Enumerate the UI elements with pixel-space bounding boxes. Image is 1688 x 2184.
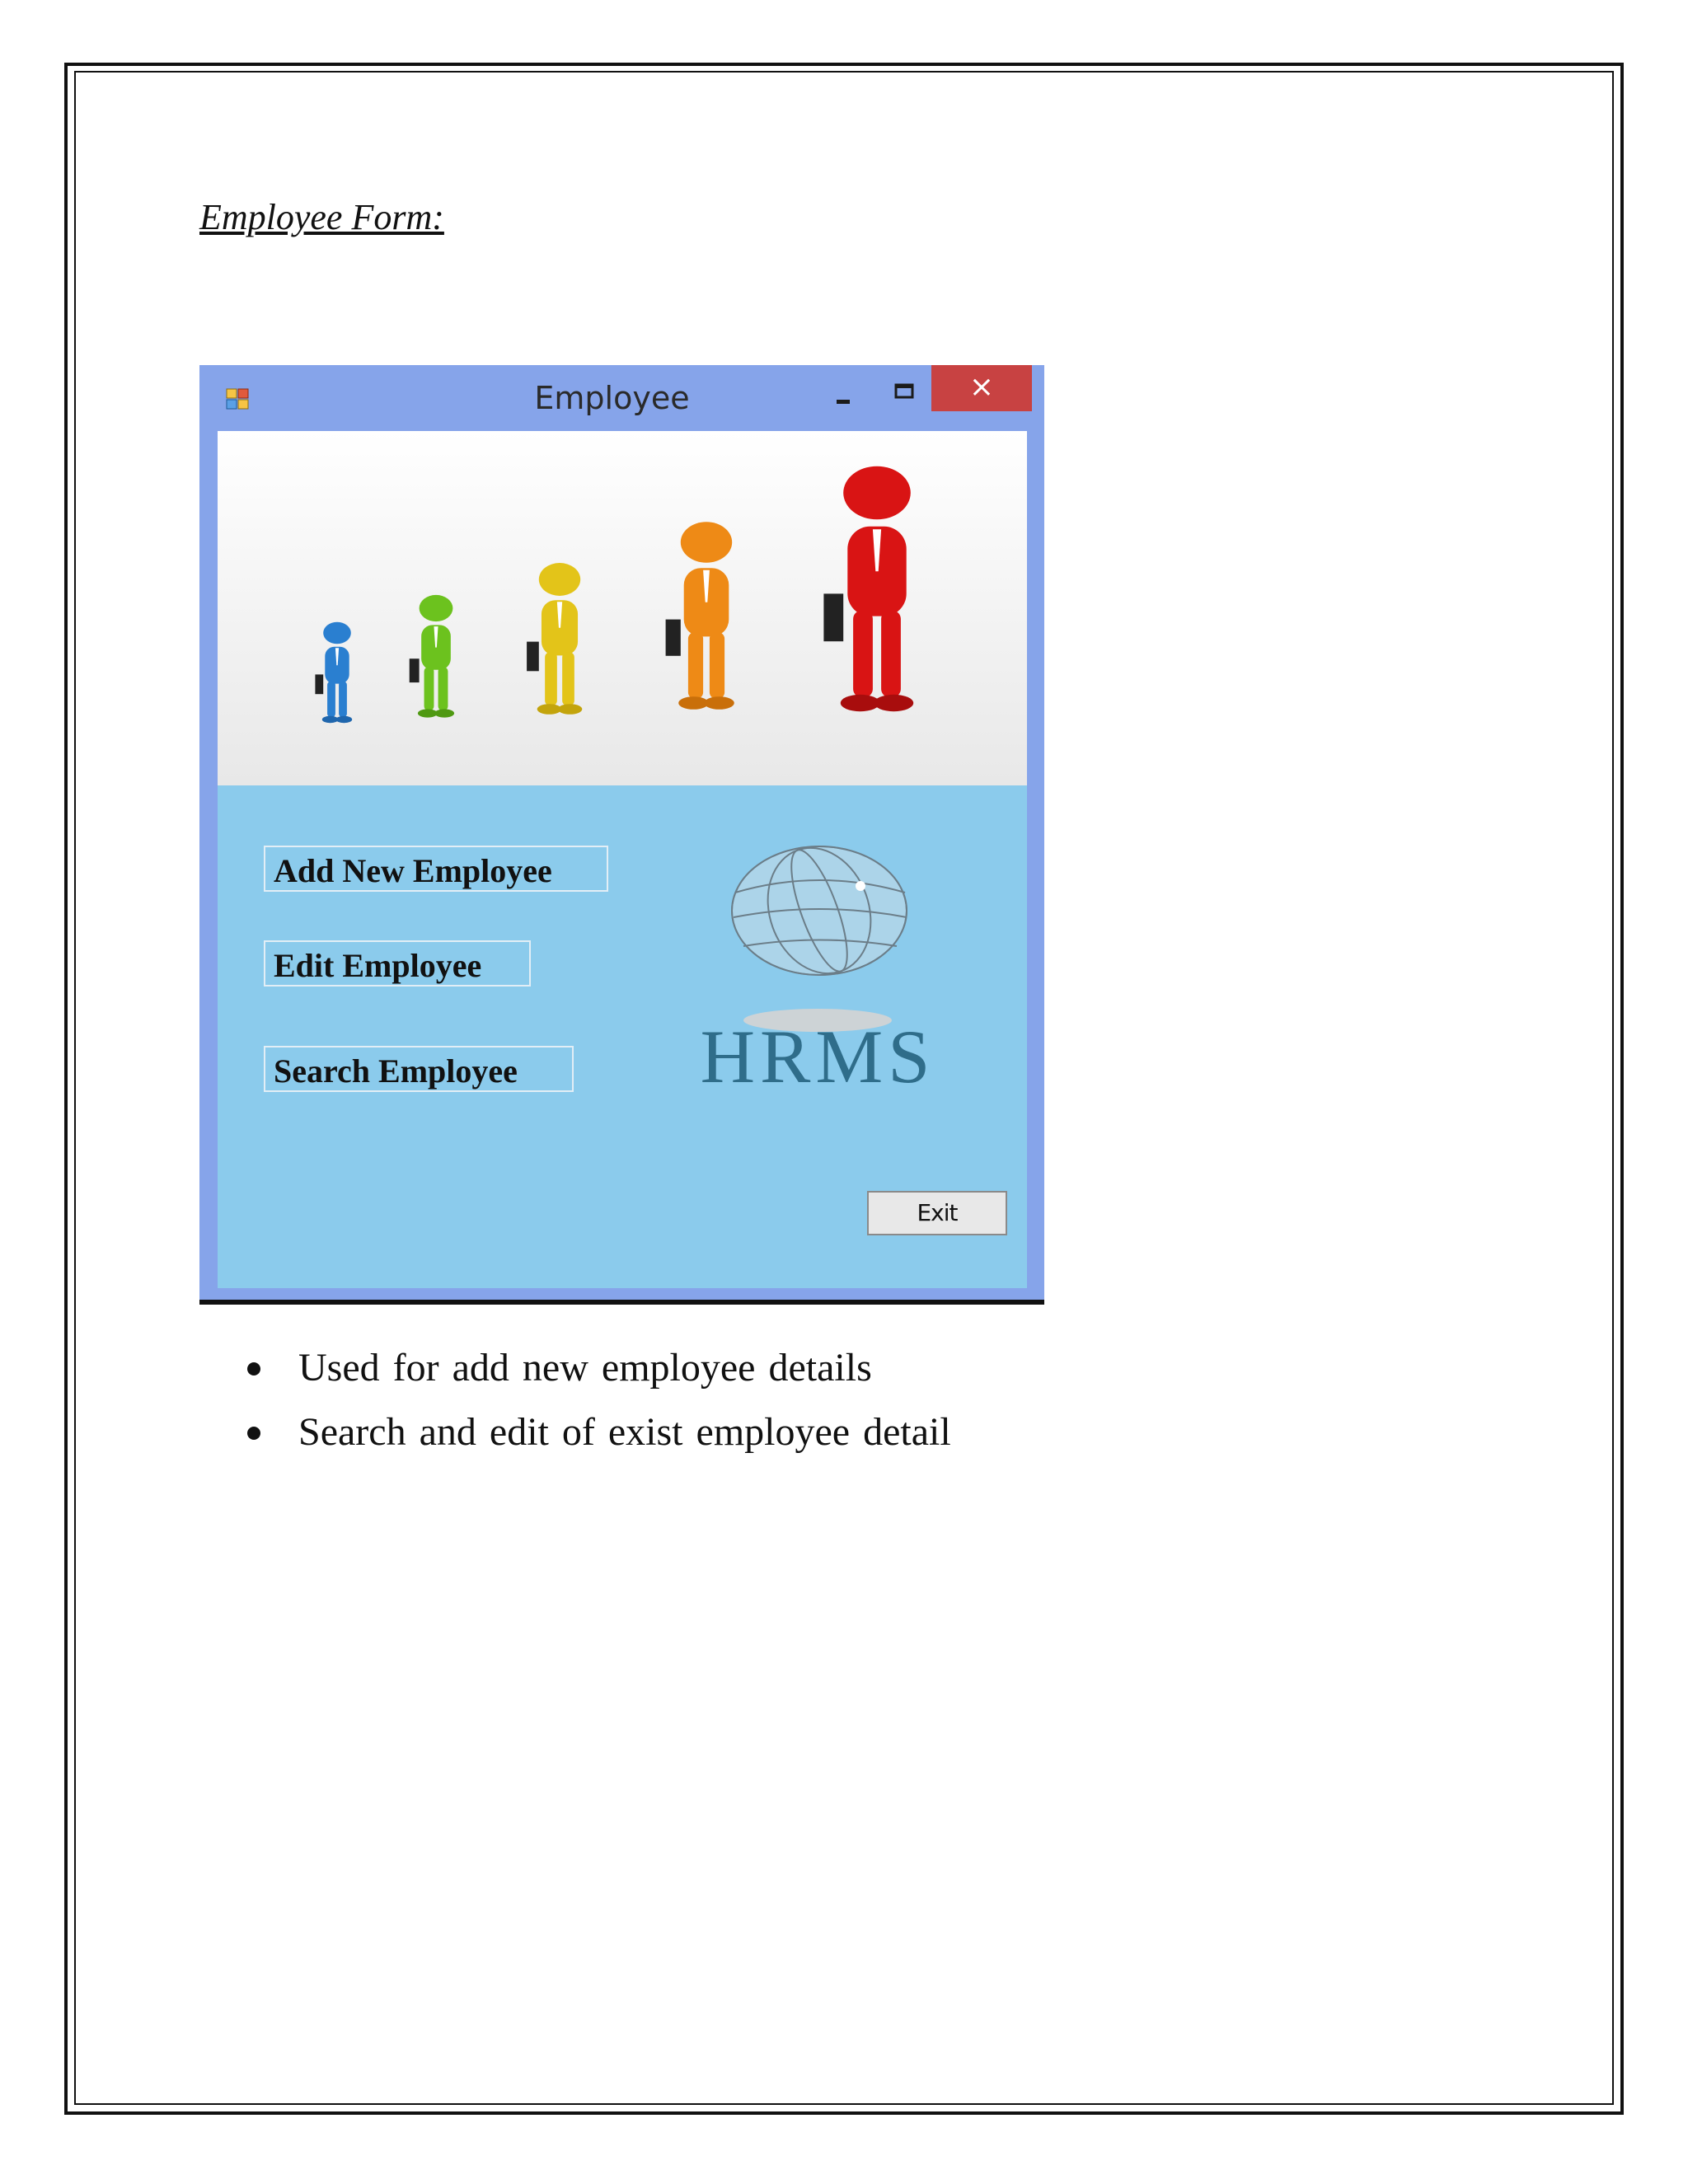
search-employee-button[interactable]: Search Employee	[264, 1046, 574, 1092]
description-list	[247, 1343, 951, 1472]
bullet-icon	[247, 1362, 260, 1376]
globe-icon	[732, 835, 907, 988]
edit-employee-button[interactable]: Edit Employee	[264, 940, 531, 987]
section-caption: Employee Form:	[199, 197, 444, 237]
bullet-icon	[247, 1427, 260, 1440]
maximize-icon[interactable]	[884, 377, 925, 413]
window-client-area	[218, 431, 1027, 1288]
close-button[interactable]	[931, 365, 1032, 411]
list-item-text: Used for add new employee details	[298, 1346, 872, 1390]
window-title: Employee	[534, 380, 690, 416]
minimize-icon[interactable]	[823, 380, 864, 416]
hrms-logo-text: HRMS	[700, 1015, 935, 1090]
close-icon: ×	[968, 370, 995, 404]
list-item-text: Search and edit of exist employee detail	[298, 1410, 951, 1454]
exit-button[interactable]: Exit	[867, 1191, 1007, 1235]
list-item	[247, 1408, 951, 1472]
list-item	[247, 1343, 951, 1408]
hrms-logo	[669, 835, 966, 1090]
title-bar[interactable]	[199, 365, 1044, 431]
employee-window	[199, 365, 1044, 1300]
figure-bottom-rule	[199, 1300, 1044, 1305]
banner-image	[218, 431, 1027, 785]
add-new-employee-button[interactable]: Add New Employee	[264, 846, 608, 892]
